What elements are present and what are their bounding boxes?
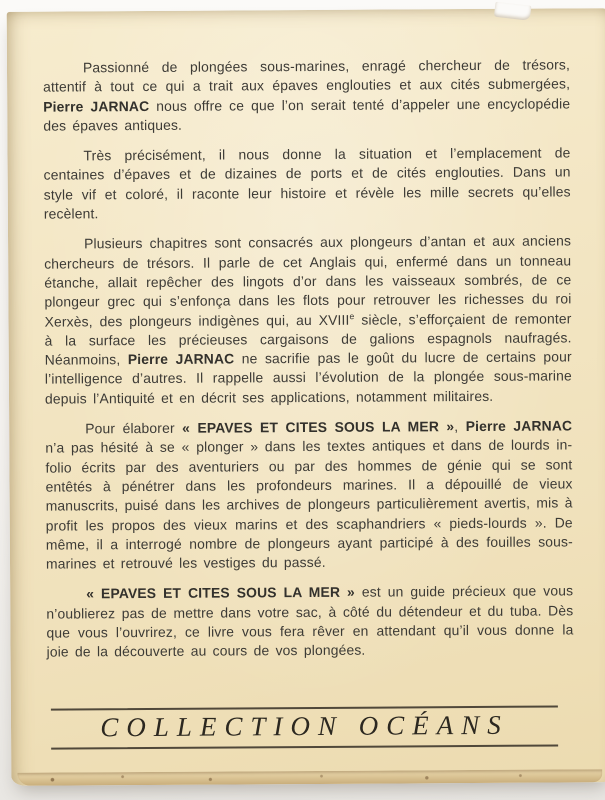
text-segment: Plusieurs chapitres sont consacrés aux plongeurs d’antan et aux anciens chercheurs de trésors. Il parle de cet Anglais qui, enfermé dans un tonneau étanche, allait repêcher des lingots d’or dans les vaisseaux sombrés, de ce plongeur grec qui s’enfonça dans les flots pour retrouver les richesses du roi Xerxès, des plongeurs indigènes qui, au XVIII [44,232,572,330]
text-segment: est un guide précieux que vous n’oublierez pas de mettre dans votre sac, à côté du détendeur et du tuba. Dès que vous l’ouvrirez, ce livre vous fera rêver en attendant qu’il vous donne la joie de la découverte au cours de vos plongées. [46,582,574,660]
text-segment: Passionné de plongées sous-marines, enragé chercheur de trésors, attentif à tout ce qui a trait aux épaves englouties et aux cités submergées, [43,56,571,95]
text-segment: , [454,418,466,435]
bold-text-segment: Pierre JARNAC [465,417,573,435]
bold-text-segment: « EPAVES ET CITES SOUS LA MER » [86,584,355,602]
paragraph [46,582,573,662]
bold-text-segment: Pierre JARNAC [43,97,150,115]
collection-banner [51,705,558,749]
text-segment: nous offre ce que l’on serait tenté d’appeler une encyclopédie des épaves antiques. [43,94,571,134]
book-page-edge [17,769,602,786]
paragraph [43,55,570,135]
collection-title: COLLECTION OCÉANS [100,709,509,743]
text-segment: n’a pas hésité à se « plonger » dans les textes antiques et dans de lourds in-folio écrits par des aventuriers ou par des hommes de génie qui se sont entêtés à pénétrer dans les profondeurs marines. Il a dépouillé de vieux manuscrits, puisé dans les archives de plongeurs particulièrement avertis, mis à profit les propos des vieux marins et des scaphandriers « pieds-lourds ». De même, il a interrogé nombre de plongeurs ayant participé à des fouilles sous-marines et retrouvé les vestiges du passé. [45,436,573,572]
paragraph [44,232,572,409]
text-segment: siècle, s’efforçaient de remonter à la surface les précieuses cargaisons de galions espagnols naufragés. Néanmoins, [44,309,572,368]
text-segment: Très précisément, il nous donne la situation et l’emplacement de centaines d’épaves et de dizaines de ports et de cités englouties. Dans un style vif et coloré, il raconte leur histoire et révèle les mille secrets qu’elles recèlent. [43,144,571,222]
bold-text-segment: « EPAVES ET CITES SOUS LA MER » [182,418,455,436]
text-segment: ne sacrifie pas le goût du lucre de certains pour l’intelligence d’autres. Il rappelle aussi l’évolution de la plongée sous-marine depuis l’Antiquité et en décrit ses applications, notamment militaires. [44,348,572,407]
cover-corner-tear [494,2,531,21]
book-back-cover [7,8,605,786]
paragraph [45,416,573,574]
paragraph [43,144,570,224]
text-segment: Pour élaborer [85,419,183,437]
back-cover-text [43,55,574,673]
text-segment: e [349,310,355,321]
bold-text-segment: Pierre JARNAC [127,350,235,368]
